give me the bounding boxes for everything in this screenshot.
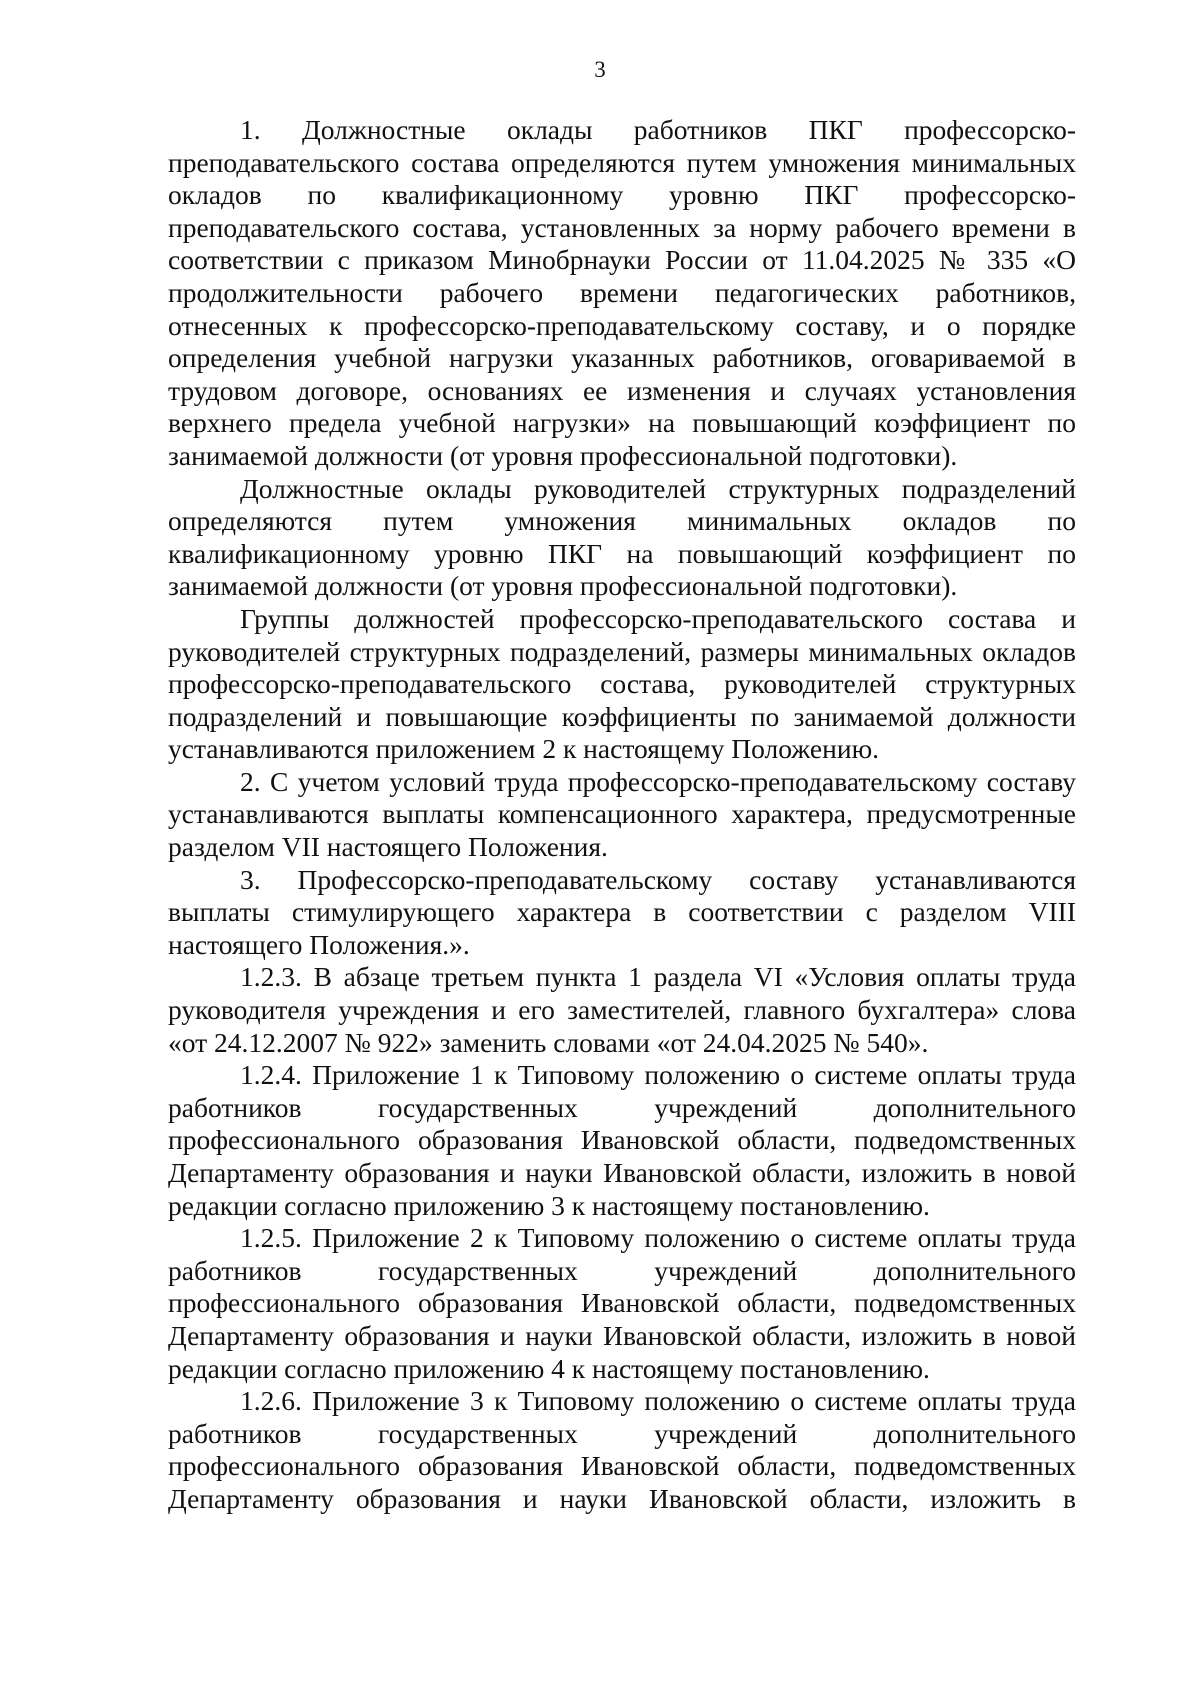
paragraph-compensation-payments: 2. С учетом условий труда профессорско-преподавательскому составу устанавливаются выплаты компенсационного характера, предусмотренные разделом VII настоящего Положения.	[168, 765, 1076, 863]
paragraph-position-groups: Группы должностей профессорско-преподавательского состава и руководителей структурных подразделений, размеры минимальных окладов профессорско-преподавательского состава, руководителей структурных подразделений и повышающие коэффициенты по занимаемой должности устанавливаются приложением 2 к настоящему Положению.	[168, 602, 1076, 765]
paragraph-salary-ppc: 1. Должностные оклады работников ПКГ профессорско-преподавательского состава определяются путем умножения минимальных окладов по квалификационному уровню ПКГ профессорско-преподавательского состава, установленных за норму рабочего времени в соответствии с приказом Минобрнауки России от 11.04.2025 № 335 «О продолжительности рабочего времени педагогических работников, отнесенных к профессорско-преподавательскому составу, и о порядке определения учебной нагрузки указанных работников, оговариваемой в трудовом договоре, основаниях ее изменения и случаях установления верхнего предела учебной нагрузки» на повышающий коэффициент по занимаемой должности (от уровня профессиональной подготовки).	[168, 114, 1076, 471]
paragraph-salary-heads: Должностные оклады руководителей структурных подразделений определяются путем умножения минимальных окладов по квалификационному уровню ПКГ на повышающий коэффициент по занимаемой должности (от уровня профессиональной подготовки).	[168, 472, 1076, 602]
paragraph-incentive-payments: 3. Профессорско-преподавательскому составу устанавливаются выплаты стимулирующего характера в соответствии с разделом VIII настоящего Положения.».	[168, 863, 1076, 960]
paragraph-1-2-4: 1.2.4. Приложение 1 к Типовому положению о системе оплаты труда работников государственных учреждений дополнительного профессионального образования Ивановской области, подведомственных Департаменту образования и науки Ивановской области, изложить в новой редакции согласно приложению 3 к настоящему постановлению.	[168, 1059, 1076, 1221]
page-number: 3	[594, 57, 606, 82]
document-body	[168, 114, 1076, 1516]
paragraph-1-2-6: 1.2.6. Приложение 3 к Типовому положению о системе оплаты труда работников государственных учреждений дополнительного профессионального образования Ивановской области, подведомственных Департаменту образования и науки Ивановской области, изложить в	[168, 1385, 1076, 1514]
paragraph-1-2-5: 1.2.5. Приложение 2 к Типовому положению о системе оплаты труда работников государственных учреждений дополнительного профессионального образования Ивановской области, подведомственных Департаменту образования и науки Ивановской области, изложить в новой редакции согласно приложению 4 к настоящему постановлению.	[168, 1222, 1076, 1384]
paragraph-1-2-3: 1.2.3. В абзаце третьем пункта 1 раздела VI «Условия оплаты труда руководителя учреждения и его заместителей, главного бухгалтера» слова «от 24.12.2007 № 922» заменить словами «от 24.04.2025 № 540».	[168, 961, 1076, 1058]
